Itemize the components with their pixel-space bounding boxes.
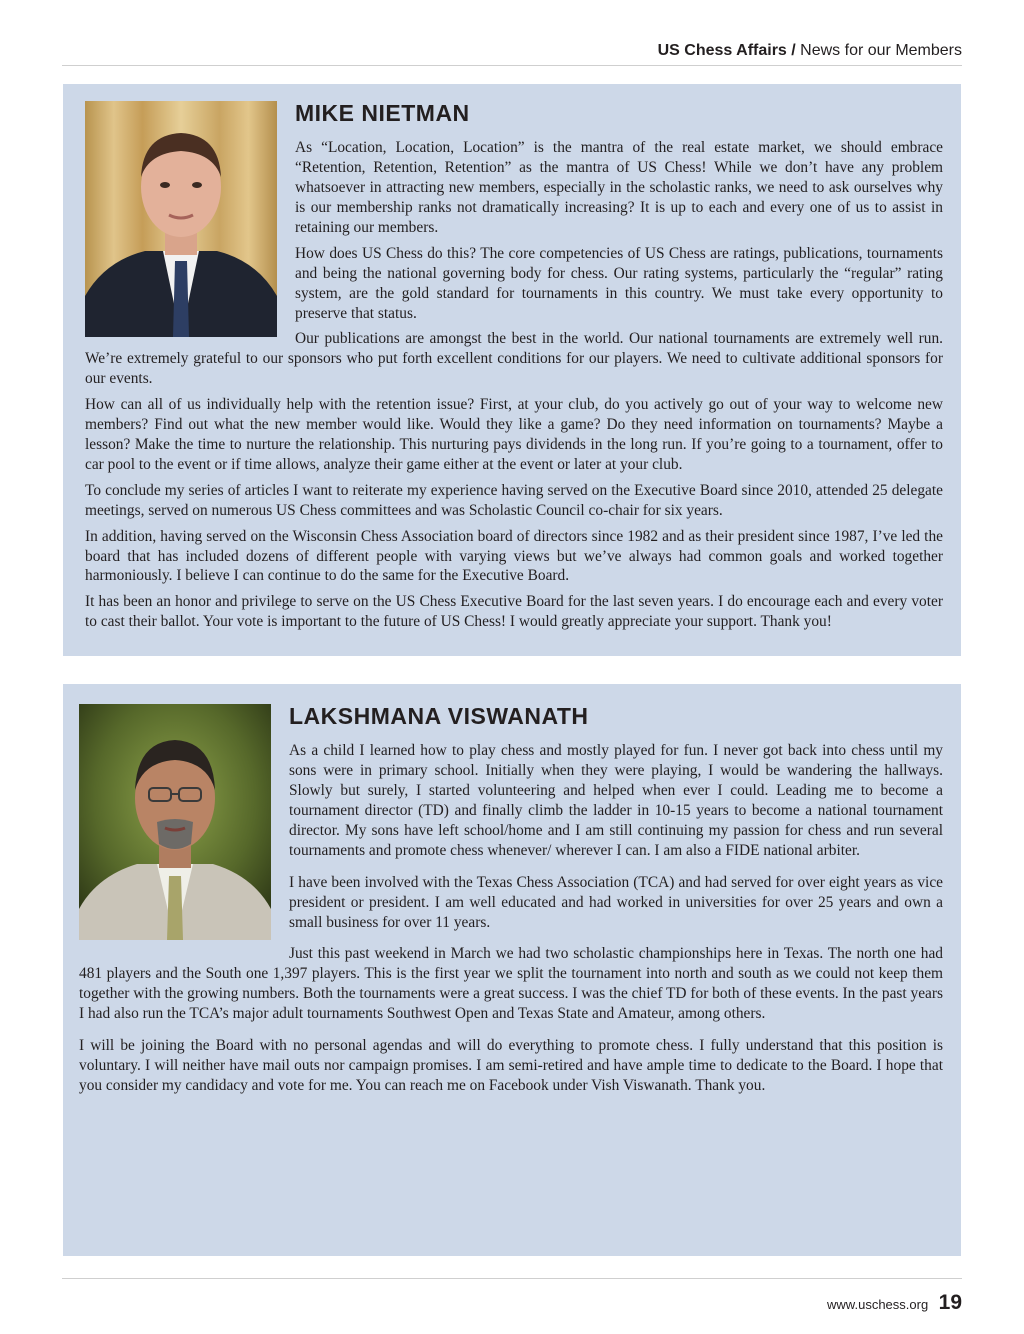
bio-paragraph: It has been an honor and privilege to serve on the US Chess Executive Board for the last seven years. I do encourage each and every voter to cast their ballot. Your vote is important to the future of US Chess! I would greatly appreciate your support. Thank you! [85, 593, 943, 631]
footer-divider [62, 1278, 962, 1279]
page-number: 19 [938, 1291, 962, 1314]
candidate-name: LAKSHMANA VISWANATH [289, 703, 589, 729]
header-divider [62, 65, 962, 66]
bio-paragraph: How can all of us individually help with the retention issue? First, at your club, do you actively go out of your way to welcome new members? Find out what the new member would like. Would they like a game? Do they need information on tournaments? Maybe a lesson? Make the time to nurture the relationship. This nurturing pays dividends in the long run. If you’re going to a tournament, offer to car pool to the event or if time allows, analyze their game either at the event or later at your club. [85, 396, 943, 473]
candidate-name: MIKE NIETMAN [295, 100, 470, 126]
footer-website: www.uschess.org [827, 1297, 929, 1312]
page-footer [827, 1291, 962, 1315]
candidate-panel-viswanath [63, 684, 961, 1256]
bio-paragraph: Our publications are amongst the best in the world. Our national tournaments are extremely well run. We’re extremely grateful to our sponsors who put forth excellent conditions for our players. We need to cultivate additional sponsors for our events. [85, 330, 943, 388]
bio-paragraph: How does US Chess do this? The core competencies of US Chess are ratings, publications, tournaments and being the national governing body for chess. Our rating systems, particularly the “regular” rating system, are the gold standard for tournaments in this country. We must take every opportunity to preserve that status. [295, 244, 943, 322]
bio-paragraph: I have been involved with the Texas Chess Association (TCA) and had served for over eight years as vice president or president. I am well educated and had worked in universities for over 25 years and own a small business for over 11 years. [289, 873, 943, 931]
bio-paragraph: In addition, having served on the Wisconsin Chess Association board of directors since 1982 and as their president since 1987, I’ve led the board that has included dozens of different people with varying views but we’ve always had common goals and worked together harmoniously. I believe I can continue to do the same for the Executive Board. [85, 527, 943, 585]
bio-paragraph: To conclude my series of articles I want to reiterate my experience having served on the Executive Board since 2010, attended 25 delegate meetings, served on numerous US Chess committees and was Scholastic Council co-chair for six years. [85, 481, 943, 519]
candidate-photo-viswanath [79, 704, 271, 940]
running-header [658, 42, 962, 60]
candidate-panel-nietman [63, 84, 961, 656]
candidate-photo-nietman [85, 101, 277, 337]
bio-paragraph: As “Location, Location, Location” is the mantra of the real estate market, we should embrace “Retention, Retention, Retention” as the mantra of US Chess! While we don’t have any problem whatsoever in attracting new members, especially in the scholastic ranks, we need to ask ourselves why is our membership ranks not dramatically increasing? It is up to each and every one of us to assist in retaining our members. [295, 139, 943, 236]
bio-paragraph: As a child I learned how to play chess and mostly played for fun. I never got back into chess until my sons were in primary school. Initially when they were playing, I would be wandering the hallways. Slowly but surely, I started volunteering and helped when ever I could. Leading me to become a tournament director (TD) and finally climb the ladder in 10-15 years to become a national tournament director. My sons have left school/home and I am still continuing my passion for chess and run several tournaments and promote chess whenever/ wherever I can. I am also a FIDE national arbiter. [289, 742, 943, 859]
bio-paragraph: Just this past weekend in March we had two scholastic championships here in Texas. The north one had 481 players and the South one 1,397 players. This is the first year we split the tournament into north and south as we could not keep them together with the growing numbers. Both the tournaments were a great success. I was the chief TD for both of these events. In the past years I had also run the TCA’s major adult tournaments Southwest Open and Texas State and Amateur, among others. [79, 945, 943, 1023]
header-section: US Chess Affairs / [657, 42, 796, 59]
bio-paragraph: I will be joining the Board with no personal agendas and will do everything to promote chess. I fully understand that this position is voluntary. I will neither have mail outs nor campaign promises. I am semi-retired and have ample time to dedicate to the Board. I hope that you consider my candidacy and vote for me. You can reach me on Facebook under Vish Viswanath. Thank you. [79, 1037, 943, 1094]
header-subsection: News for our Members [800, 42, 962, 59]
